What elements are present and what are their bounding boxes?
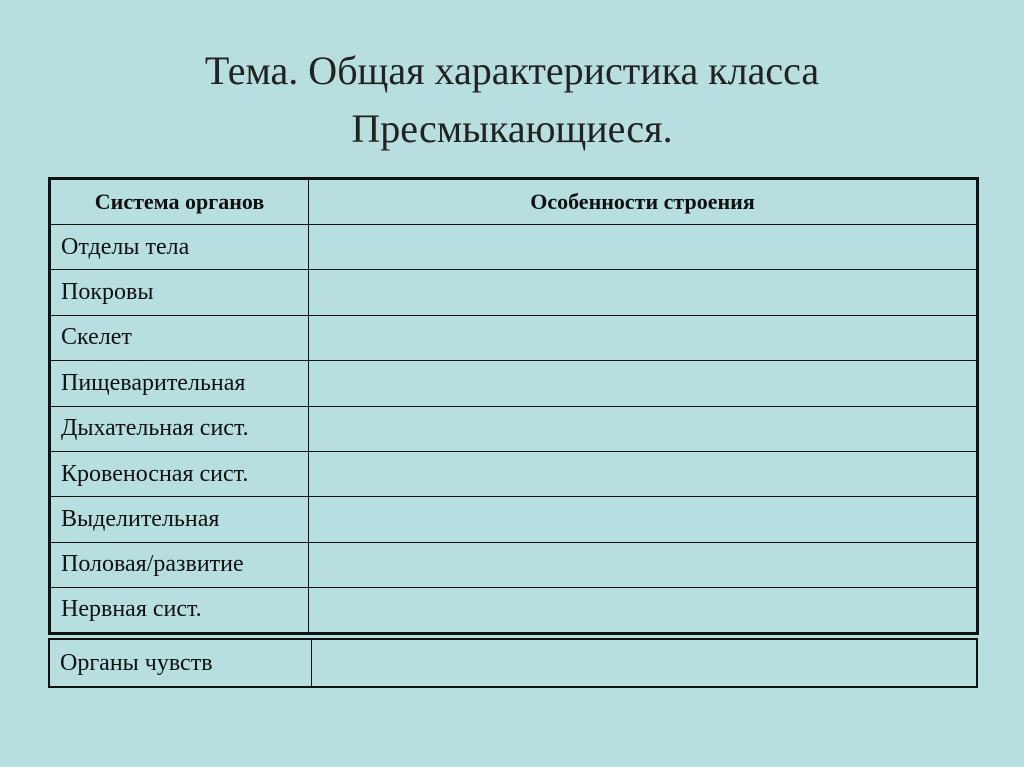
header-features: Особенности строения [309,179,978,225]
table-row [50,225,978,270]
row-features-cell[interactable] [309,361,978,406]
organ-systems-table [48,177,979,635]
title-line-1: Тема. Общая характеристика класса [204,48,820,93]
table-row [50,588,978,633]
row-system-cell: Нервная сист. [50,588,309,633]
header-system: Система органов [50,179,309,225]
row-features-cell[interactable] [309,542,978,587]
sense-organs-table [48,638,978,688]
row-system-cell: Пищеварительная [50,361,309,406]
row-system-cell: Дыхательная сист. [50,406,309,451]
row-features-cell[interactable] [309,315,978,360]
table-row [50,270,978,315]
row-features-cell[interactable] [311,639,977,687]
row-system-cell: Покровы [50,270,309,315]
row-system-cell: Органы чувств [49,639,311,687]
table-row [50,542,978,587]
row-system-cell: Выделительная [50,497,309,542]
row-system-cell: Скелет [50,315,309,360]
table-row [49,639,977,687]
table-row [50,361,978,406]
row-features-cell[interactable] [309,588,978,633]
table-row [50,315,978,360]
row-system-cell: Половая/развитие [50,542,309,587]
table-row [50,451,978,496]
title-line-2: Пресмыкающиеся. [351,106,673,151]
row-features-cell[interactable] [309,497,978,542]
table-row [50,406,978,451]
slide-title [0,42,1024,158]
row-features-cell[interactable] [309,225,978,270]
row-features-cell[interactable] [309,270,978,315]
row-system-cell: Кровеносная сист. [50,451,309,496]
row-features-cell[interactable] [309,451,978,496]
row-features-cell[interactable] [309,406,978,451]
table-header-row [50,179,978,225]
table-row [50,497,978,542]
row-system-cell: Отделы тела [50,225,309,270]
